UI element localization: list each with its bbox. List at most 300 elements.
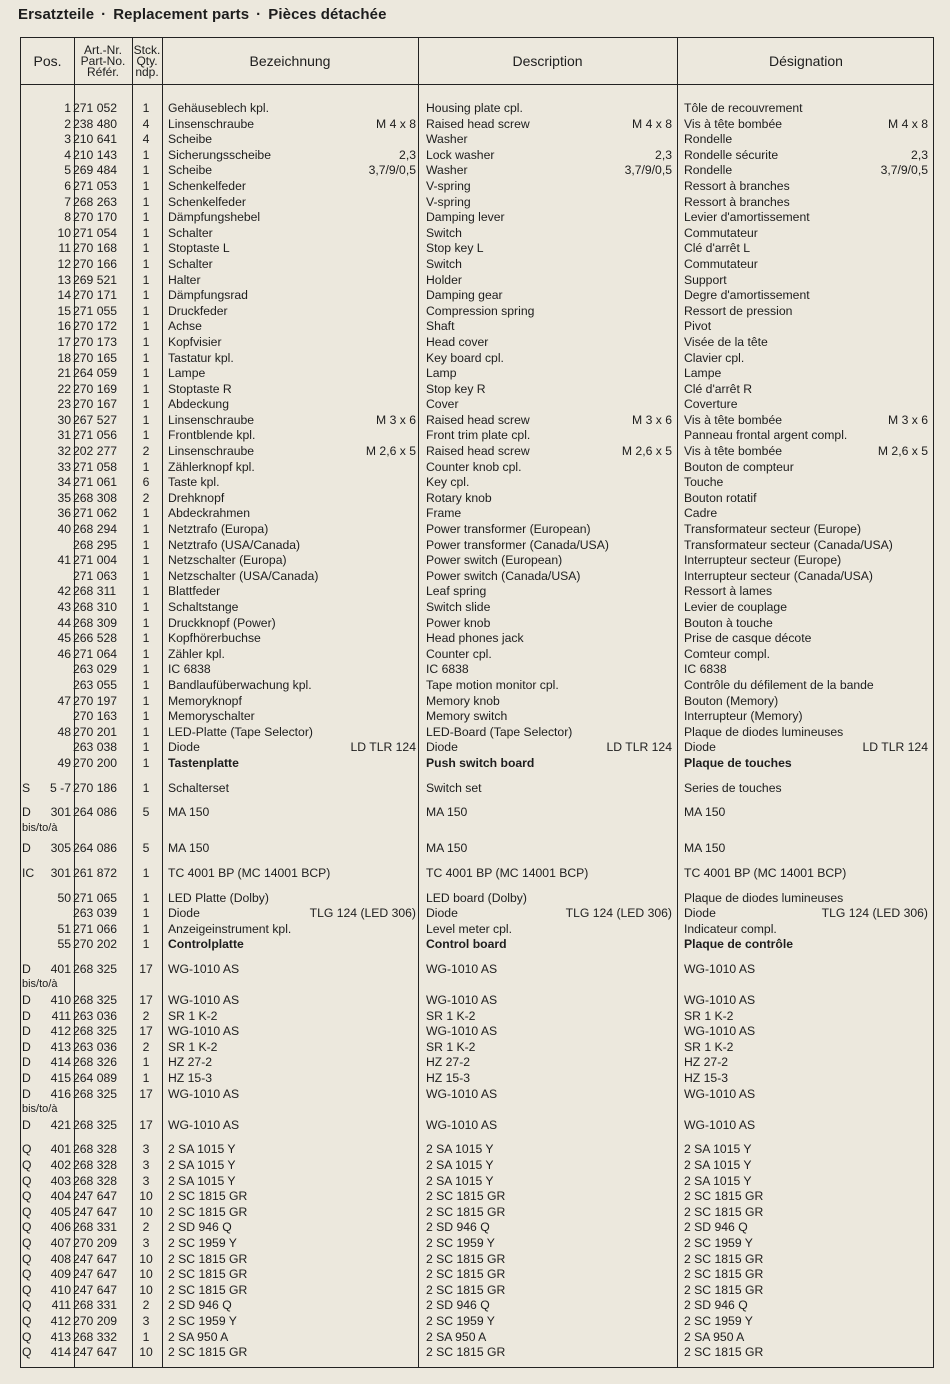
row-position: 5 <box>64 163 71 178</box>
table-row <box>20 1142 934 1158</box>
row-bezeichnung: WG-1010 AS <box>168 1117 240 1132</box>
table-row <box>20 522 934 538</box>
row-position: 21 <box>57 366 71 381</box>
row-bezeichnung: Diode <box>168 740 200 755</box>
title-english: Replacement parts <box>113 6 250 23</box>
row-part-number: 264 059 <box>73 366 118 381</box>
row-designation: Plaque de contrôle <box>684 937 794 952</box>
row-designation: 2 SA 950 A <box>684 1329 745 1344</box>
row-position: 404 <box>50 1189 71 1204</box>
row-part-number: 271 061 <box>73 475 118 490</box>
row-designation: HZ 27-2 <box>684 1055 729 1070</box>
row-bezeichnung: Dämpfungshebel <box>168 210 261 225</box>
table-row <box>20 1024 934 1040</box>
table-row <box>20 335 934 351</box>
row-bezeichnung: Stoptaste R <box>168 381 232 396</box>
row-bezeichnung: Tastenplatte <box>168 755 239 770</box>
row-designation: TC 4001 BP (MC 14001 BCP) <box>684 865 847 880</box>
row-designation: MA 150 <box>684 841 726 856</box>
row-prefix: Q <box>22 1220 32 1235</box>
row-position: 410 <box>50 993 71 1008</box>
row-quantity: 6 <box>142 475 150 490</box>
header-pos: Pos. <box>33 53 62 69</box>
row-bezeichnung-spec: TLG 124 (LED 306) <box>309 906 416 921</box>
row-quantity: 2 <box>142 1220 150 1235</box>
row-description: 2 SC 1815 GR <box>426 1345 506 1360</box>
table-row <box>20 351 934 367</box>
row-bezeichnung-spec: M 2,6 x 5 <box>365 444 416 459</box>
row-quantity: 1 <box>142 381 150 396</box>
row-designation: Transformateur secteur (Europe) <box>684 522 862 537</box>
row-description: IC 6838 <box>426 662 469 677</box>
row-position: 47 <box>57 693 71 708</box>
row-prefix: D <box>22 1055 31 1070</box>
row-position: 401 <box>50 1142 71 1157</box>
row-bezeichnung: Memoryschalter <box>168 709 255 724</box>
row-designation: WG-1010 AS <box>684 1117 756 1132</box>
row-bezeichnung: Scheibe <box>168 163 213 178</box>
row-quantity: 1 <box>142 553 150 568</box>
row-part-number: 271 052 <box>73 101 118 115</box>
row-description: WG-1010 AS <box>426 961 498 976</box>
row-designation: Diode <box>684 906 716 921</box>
row-bezeichnung: Controlplatte <box>168 937 244 952</box>
row-quantity: 1 <box>142 459 150 474</box>
row-designation: 2 SC 1959 Y <box>684 1235 753 1250</box>
table-row <box>20 428 934 444</box>
row-designation: Lampe <box>684 366 722 381</box>
row-bezeichnung: 2 SC 1815 GR <box>168 1345 248 1360</box>
row-designation: 2 SA 1015 Y <box>684 1142 752 1157</box>
row-designation: 2 SC 1815 GR <box>684 1251 764 1266</box>
table-row <box>20 195 934 211</box>
row-bezeichnung: Druckfeder <box>168 303 228 318</box>
row-quantity: 17 <box>139 993 153 1008</box>
row-part-number: 268 263 <box>73 194 118 209</box>
row-designation: Rondelle <box>684 163 733 178</box>
row-part-number: 271 054 <box>73 225 118 240</box>
table-row <box>20 1009 934 1025</box>
row-bezeichnung: Scheibe <box>168 132 213 147</box>
row-quantity: 1 <box>142 600 150 614</box>
table-row <box>20 148 934 164</box>
row-description: Shaft <box>426 319 455 334</box>
row-designation: HZ 15-3 <box>684 1071 729 1086</box>
row-quantity: 1 <box>142 709 150 724</box>
row-position: 8 <box>64 210 71 225</box>
row-bezeichnung: TC 4001 BP (MC 14001 BCP) <box>168 865 331 880</box>
row-bezeichnung: 2 SD 946 Q <box>168 1298 232 1313</box>
row-quantity: 3 <box>142 1313 150 1328</box>
row-description: Housing plate cpl. <box>426 101 523 115</box>
row-part-number: 263 038 <box>73 740 118 755</box>
row-position: 421 <box>50 1117 71 1132</box>
table-row <box>20 1055 934 1071</box>
row-quantity: 1 <box>142 1329 150 1344</box>
row-description: Raised head screw <box>426 116 530 131</box>
row-quantity: 1 <box>142 646 150 661</box>
table-row <box>20 1189 934 1205</box>
table-row <box>20 616 934 632</box>
row-quantity: 1 <box>142 755 150 770</box>
table-row <box>20 1071 934 1087</box>
row-position: 55 <box>57 937 71 952</box>
row-designation: Visée de la tête <box>684 334 768 349</box>
row-description: WG-1010 AS <box>426 1024 498 1039</box>
row-quantity: 10 <box>139 1345 153 1360</box>
table-row <box>20 1158 934 1174</box>
row-part-number: 270 209 <box>73 1313 118 1328</box>
row-description: 2 SC 1959 Y <box>426 1235 495 1250</box>
table-row <box>20 475 934 491</box>
row-designation: Bouton à touche <box>684 615 773 630</box>
row-position: 406 <box>50 1220 71 1235</box>
row-description: Rotary knob <box>426 490 492 505</box>
row-description-spec: M 4 x 8 <box>632 116 672 131</box>
row-description: Key board cpl. <box>426 350 504 365</box>
table-row <box>20 841 934 857</box>
row-part-number: 263 039 <box>73 906 118 921</box>
row-position: 36 <box>57 506 71 521</box>
row-description: Damping gear <box>426 288 503 303</box>
table-row <box>20 1118 934 1134</box>
row-prefix: D <box>22 961 31 976</box>
row-quantity: 5 <box>142 841 150 856</box>
table-row <box>20 1220 934 1236</box>
row-position: 45 <box>57 631 71 646</box>
row-description: Lamp <box>426 366 457 381</box>
row-position: 35 <box>57 490 71 505</box>
row-bezeichnung: SR 1 K-2 <box>168 1008 218 1023</box>
row-bezeichnung: Blattfeder <box>168 584 221 599</box>
row-designation: Vis à tête bombée <box>684 412 783 427</box>
row-bezeichnung: 2 SA 1015 Y <box>168 1173 236 1188</box>
row-description: Stop key L <box>426 241 484 256</box>
table-row <box>20 709 934 725</box>
row-quantity: 3 <box>142 1173 150 1188</box>
row-bezeichnung-spec: 3,7/9/0,5 <box>368 163 416 178</box>
row-part-number: 270 209 <box>73 1235 118 1250</box>
row-bezeichnung: Zähler kpl. <box>168 646 225 661</box>
row-quantity: 17 <box>139 1117 153 1132</box>
row-quantity: 2 <box>142 1039 150 1054</box>
row-part-number: 247 647 <box>73 1345 118 1360</box>
row-designation: Interrupteur secteur (Canada/USA) <box>684 568 873 583</box>
row-quantity: 1 <box>142 303 150 318</box>
row-part-number: 269 484 <box>73 163 118 178</box>
row-description-spec: LD TLR 124 <box>606 740 672 755</box>
row-designation: Interrupteur (Memory) <box>684 709 803 724</box>
table-row <box>20 241 934 257</box>
row-description: LED-Board (Tape Selector) <box>426 724 573 739</box>
row-quantity: 1 <box>142 677 150 692</box>
row-quantity: 2 <box>142 1298 150 1313</box>
table-row <box>20 163 934 179</box>
row-description: SR 1 K-2 <box>426 1008 476 1023</box>
header-designation: Désignation <box>769 53 843 69</box>
row-bezeichnung: Netzschalter (Europa) <box>168 553 287 568</box>
row-description: Push switch board <box>426 755 535 770</box>
row-quantity: 5 <box>142 805 150 820</box>
table-row <box>20 257 934 273</box>
header-part-number-de: Art.-Nr. <box>84 42 122 57</box>
row-designation: 2 SA 1015 Y <box>684 1173 752 1188</box>
row-position: 409 <box>50 1267 71 1282</box>
row-part-number: 270 172 <box>73 319 118 334</box>
row-part-number: 270 166 <box>73 256 118 271</box>
row-designation-spec: M 3 x 6 <box>888 412 928 427</box>
row-prefix: Q <box>22 1189 32 1204</box>
row-designation: 2 SC 1815 GR <box>684 1345 764 1360</box>
row-position: 22 <box>57 381 71 396</box>
row-bezeichnung: 2 SC 1959 Y <box>168 1235 237 1250</box>
row-bezeichnung: 2 SC 1815 GR <box>168 1204 248 1219</box>
row-quantity: 1 <box>142 1055 150 1070</box>
table-row <box>20 1236 934 1252</box>
row-position: bis/to/à <box>22 1103 58 1116</box>
row-designation: SR 1 K-2 <box>684 1039 734 1054</box>
row-quantity: 1 <box>142 865 150 880</box>
row-prefix: Q <box>22 1142 32 1157</box>
table-row <box>20 319 934 335</box>
table-row <box>20 647 934 663</box>
row-quantity: 1 <box>142 615 150 630</box>
row-description: WG-1010 AS <box>426 1117 498 1132</box>
row-quantity: 1 <box>142 890 150 905</box>
row-designation: 2 SC 1815 GR <box>684 1282 764 1297</box>
row-bezeichnung: 2 SA 1015 Y <box>168 1158 236 1172</box>
row-prefix: D <box>22 1024 31 1039</box>
row-designation: Plaque de diodes lumineuses <box>684 724 844 739</box>
row-bezeichnung-spec: 2,3 <box>399 147 416 162</box>
row-designation: Panneau frontal argent compl. <box>684 428 848 443</box>
row-designation: Prise de casque décote <box>684 631 812 646</box>
row-part-number: 271 065 <box>73 890 118 905</box>
row-description: 2 SC 1815 GR <box>426 1282 506 1297</box>
table-row <box>20 273 934 289</box>
row-bezeichnung: Memoryknopf <box>168 693 242 708</box>
row-position: 31 <box>57 428 71 443</box>
row-part-number: 268 328 <box>73 1142 118 1157</box>
row-description: Power transformer (Canada/USA) <box>426 537 609 552</box>
row-designation-spec: M 2,6 x 5 <box>877 444 928 459</box>
row-part-number: 268 325 <box>73 1024 118 1039</box>
row-designation: Cadre <box>684 506 718 521</box>
row-part-number: 263 029 <box>73 662 118 677</box>
table-row <box>20 1205 934 1221</box>
row-position: 13 <box>57 272 71 287</box>
row-designation: Contrôle du défilement de la bande <box>684 677 874 692</box>
row-part-number: 269 521 <box>73 272 118 287</box>
row-bezeichnung: Halter <box>168 272 201 287</box>
row-bezeichnung: Bandlaufüberwachung kpl. <box>168 677 312 692</box>
row-description: MA 150 <box>426 841 468 856</box>
row-quantity: 1 <box>142 1071 150 1086</box>
header-quantity-fr: ndp. <box>135 64 159 79</box>
row-position: 401 <box>50 961 71 976</box>
row-description: Frame <box>426 506 462 521</box>
row-designation: MA 150 <box>684 805 726 820</box>
table-row <box>20 117 934 133</box>
row-part-number: 268 328 <box>73 1173 118 1188</box>
row-part-number: 271 063 <box>73 568 118 583</box>
row-bezeichnung: Netztrafo (USA/Canada) <box>168 537 301 552</box>
row-description: Switch <box>426 256 462 271</box>
row-bezeichnung-spec: LD TLR 124 <box>350 740 416 755</box>
row-position: 413 <box>50 1039 71 1054</box>
row-part-number: 247 647 <box>73 1251 118 1266</box>
row-position: 2 <box>64 116 71 131</box>
row-bezeichnung: Gehäuseblech kpl. <box>168 101 269 115</box>
row-designation: Support <box>684 272 727 287</box>
row-designation: 2 SC 1815 GR <box>684 1204 764 1219</box>
row-part-number: 247 647 <box>73 1267 118 1282</box>
row-quantity: 1 <box>142 412 150 427</box>
row-part-number: 268 328 <box>73 1158 118 1172</box>
row-description: 2 SC 1959 Y <box>426 1313 495 1328</box>
row-part-number: 210 641 <box>73 132 118 147</box>
table-row <box>20 962 934 978</box>
row-prefix: D <box>22 1086 31 1101</box>
table-row <box>20 179 934 195</box>
row-description: Lock washer <box>426 147 495 162</box>
row-description: Washer <box>426 132 468 147</box>
row-description: Raised head screw <box>426 412 530 427</box>
row-description: Holder <box>426 272 462 287</box>
row-position: 301 <box>50 805 71 820</box>
table-row <box>20 891 934 907</box>
row-description: Tape motion monitor cpl. <box>426 677 559 692</box>
row-quantity: 1 <box>142 194 150 209</box>
table-row <box>20 821 934 837</box>
row-designation: Tôle de recouvrement <box>684 101 803 115</box>
row-bezeichnung: WG-1010 AS <box>168 993 240 1008</box>
row-description: TC 4001 BP (MC 14001 BCP) <box>426 865 589 880</box>
row-part-number: 261 872 <box>73 865 118 880</box>
row-prefix: D <box>22 1117 31 1132</box>
header-part-number-fr: Référ. <box>86 64 119 79</box>
row-part-number: 271 058 <box>73 459 118 474</box>
row-quantity: 1 <box>142 101 150 115</box>
table-row <box>20 694 934 710</box>
row-description: HZ 15-3 <box>426 1071 471 1086</box>
row-quantity: 2 <box>142 1008 150 1023</box>
row-bezeichnung: Abdeckung <box>168 397 229 412</box>
row-bezeichnung: 2 SA 950 A <box>168 1329 229 1344</box>
row-bezeichnung: IC 6838 <box>168 662 211 677</box>
row-position: 414 <box>50 1345 71 1360</box>
row-prefix: Q <box>22 1329 32 1344</box>
row-description-spec: M 3 x 6 <box>632 412 672 427</box>
row-position: 51 <box>57 921 71 936</box>
row-designation: Bouton (Memory) <box>684 693 779 708</box>
row-prefix: D <box>22 841 31 856</box>
table-row <box>20 1345 934 1361</box>
row-designation: Coverture <box>684 397 738 412</box>
row-quantity: 1 <box>142 506 150 521</box>
header-part-number-en: Part-No. <box>80 53 126 68</box>
table-row <box>20 922 934 938</box>
row-bezeichnung: Zählerknopf kpl. <box>168 459 255 474</box>
row-part-number: 247 647 <box>73 1204 118 1219</box>
row-description: Front trim plate cpl. <box>426 428 531 443</box>
row-position: 411 <box>51 1298 71 1313</box>
row-description: Leaf spring <box>426 584 487 599</box>
row-position: 408 <box>50 1251 71 1266</box>
row-position: 30 <box>57 412 71 427</box>
row-prefix: Q <box>22 1251 32 1266</box>
row-quantity: 1 <box>142 631 150 646</box>
row-description: 2 SC 1815 GR <box>426 1204 506 1219</box>
row-designation: Plaque de touches <box>684 755 792 770</box>
table-row <box>20 382 934 398</box>
row-part-number: 263 036 <box>73 1008 118 1023</box>
table-row <box>20 906 934 922</box>
row-bezeichnung: Linsenschraube <box>168 412 255 427</box>
row-quantity: 10 <box>139 1204 153 1219</box>
row-designation: Bouton rotatif <box>684 490 757 505</box>
table-row <box>20 413 934 429</box>
row-bezeichnung: WG-1010 AS <box>168 1086 240 1101</box>
row-position: 6 <box>64 178 71 193</box>
table-row <box>20 805 934 821</box>
row-designation: IC 6838 <box>684 662 727 677</box>
row-quantity: 1 <box>142 397 150 412</box>
row-designation-spec: 2,3 <box>911 147 928 162</box>
row-part-number: 268 325 <box>73 1086 118 1101</box>
row-prefix: D <box>22 1071 31 1086</box>
row-part-number: 268 308 <box>73 490 118 505</box>
row-quantity: 2 <box>142 444 150 459</box>
row-position: 10 <box>57 225 71 240</box>
row-description: Damping lever <box>426 210 505 225</box>
row-part-number: 264 086 <box>73 805 118 820</box>
row-position: 5 -7 <box>49 780 71 795</box>
row-bezeichnung: HZ 27-2 <box>168 1055 213 1070</box>
row-position: 11 <box>58 241 71 256</box>
row-designation: Touche <box>684 475 724 490</box>
table-row <box>20 1267 934 1283</box>
row-part-number: 268 326 <box>73 1055 118 1070</box>
row-part-number: 268 295 <box>73 537 118 552</box>
row-description: 2 SA 1015 Y <box>426 1158 494 1172</box>
row-quantity: 10 <box>139 1267 153 1282</box>
table-row <box>20 506 934 522</box>
row-description: 2 SA 950 A <box>426 1329 487 1344</box>
row-designation: Degre d'amortissement <box>684 288 810 303</box>
row-position: 411 <box>51 1008 71 1023</box>
row-prefix: D <box>22 1008 31 1023</box>
row-prefix: Q <box>22 1313 32 1328</box>
row-bezeichnung: Drehknopf <box>168 490 225 505</box>
row-prefix: D <box>22 1039 31 1054</box>
row-part-number: 270 201 <box>73 724 118 739</box>
row-description: Head phones jack <box>426 631 524 646</box>
table-row <box>20 584 934 600</box>
row-quantity: 1 <box>142 937 150 952</box>
table-row <box>20 1283 934 1299</box>
row-part-number: 264 086 <box>73 841 118 856</box>
row-description-spec: TLG 124 (LED 306) <box>565 906 672 921</box>
table-row <box>20 781 934 797</box>
row-bezeichnung: 2 SA 1015 Y <box>168 1142 236 1157</box>
row-prefix: Q <box>22 1267 32 1282</box>
row-designation: Interrupteur secteur (Europe) <box>684 553 842 568</box>
row-quantity: 10 <box>139 1251 153 1266</box>
row-description: Control board <box>426 937 507 952</box>
row-bezeichnung: Schalter <box>168 225 213 240</box>
row-quantity: 1 <box>142 163 150 178</box>
